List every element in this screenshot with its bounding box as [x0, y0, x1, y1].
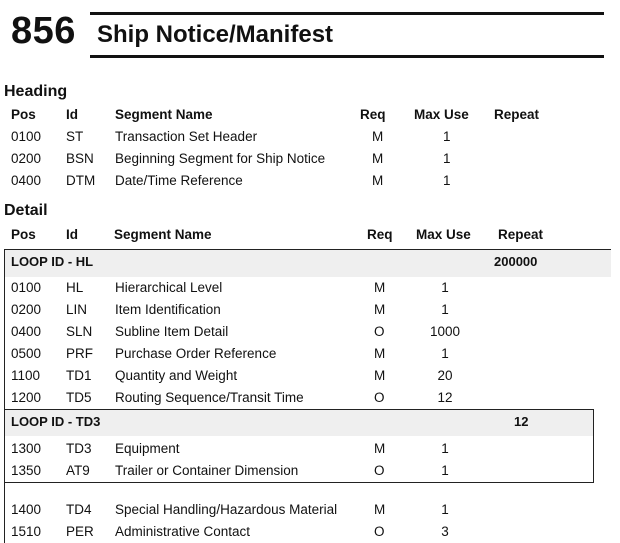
segment-max-use: 1 — [441, 463, 449, 478]
segment-req: O — [374, 324, 385, 339]
segment-pos: 1510 — [11, 524, 42, 539]
segment-id: HL — [66, 280, 84, 295]
segment-id: ST — [66, 129, 84, 144]
segment-row — [0, 438, 620, 460]
segment-id: PRF — [66, 346, 93, 361]
segment-req: M — [374, 280, 386, 295]
segment-max-use: 1 — [441, 280, 449, 295]
transaction-set-number: 856 — [11, 10, 76, 52]
segment-row — [0, 170, 620, 192]
segment-id: TD5 — [66, 390, 92, 405]
loop-hl-repeat: 200000 — [494, 254, 538, 269]
segment-row — [0, 299, 620, 321]
segment-max-use: 20 — [437, 368, 453, 383]
segment-name: Beginning Segment for Ship Notice — [115, 151, 326, 166]
segment-row — [0, 387, 620, 409]
segment-id: DTM — [66, 173, 96, 188]
col-id-header: Id — [66, 107, 78, 122]
col-repeat-header: Repeat — [494, 107, 540, 122]
segment-pos: 0100 — [11, 129, 42, 144]
segment-pos: 0400 — [11, 173, 42, 188]
segment-id: AT9 — [66, 463, 90, 478]
segment-req: M — [374, 368, 386, 383]
segment-name: Item Identification — [115, 302, 221, 317]
loop-td3-repeat: 12 — [514, 414, 529, 429]
segment-max-use: 1 — [441, 502, 449, 517]
segment-id: LIN — [66, 302, 88, 317]
segment-name: Subline Item Detail — [115, 324, 229, 339]
col-pos-header: Pos — [11, 227, 36, 242]
segment-pos: 0100 — [11, 280, 42, 295]
loop-hl-header — [5, 250, 611, 277]
segment-max-use: 1 — [441, 302, 449, 317]
col-repeat-header: Repeat — [498, 227, 544, 242]
segment-max-use: 1 — [443, 129, 451, 144]
segment-name: Special Handling/Hazardous Material — [115, 502, 338, 517]
segment-max-use: 12 — [437, 390, 453, 405]
segment-req: M — [372, 129, 384, 144]
segment-id: TD4 — [66, 502, 92, 517]
segment-pos: 1200 — [11, 390, 42, 405]
title-box — [90, 12, 604, 58]
segment-name: Quantity and Weight — [115, 368, 238, 383]
segment-name: Administrative Contact — [115, 524, 251, 539]
segment-id: TD3 — [66, 441, 92, 456]
segment-pos: 1350 — [11, 463, 42, 478]
segment-pos: 0400 — [11, 324, 42, 339]
segment-max-use: 3 — [441, 524, 449, 539]
detail-section-label: Detail — [4, 202, 48, 219]
segment-row — [0, 460, 620, 482]
transaction-set-title: Ship Notice/Manifest — [97, 21, 334, 48]
col-max-use-header: Max Use — [414, 107, 469, 122]
segment-row — [0, 499, 620, 521]
loop-td3-label: LOOP ID - TD3 — [11, 414, 101, 429]
segment-row — [0, 277, 620, 299]
segment-name: Date/Time Reference — [115, 173, 243, 188]
segment-req: M — [374, 502, 386, 517]
segment-req: M — [372, 173, 384, 188]
loop-hl-label: LOOP ID - HL — [11, 254, 94, 269]
segment-name: Routing Sequence/Transit Time — [115, 390, 304, 405]
segment-pos: 0200 — [11, 302, 42, 317]
segment-req: M — [372, 151, 384, 166]
segment-name: Transaction Set Header — [115, 129, 258, 144]
segment-name: Equipment — [115, 441, 180, 456]
col-id-header: Id — [66, 227, 78, 242]
segment-max-use: 1 — [443, 151, 451, 166]
segment-row — [0, 126, 620, 148]
segment-row — [0, 521, 620, 543]
col-segment-name-header: Segment Name — [115, 107, 213, 122]
segment-name: Hierarchical Level — [115, 280, 223, 295]
segment-name: Purchase Order Reference — [115, 346, 277, 361]
segment-max-use: 1 — [443, 173, 451, 188]
col-max-use-header: Max Use — [416, 227, 471, 242]
segment-req: O — [374, 390, 385, 405]
segment-max-use: 1 — [441, 441, 449, 456]
segment-name: Trailer or Container Dimension — [115, 463, 299, 478]
segment-row — [0, 365, 620, 387]
col-pos-header: Pos — [11, 107, 36, 122]
segment-id: TD1 — [66, 368, 92, 383]
segment-pos: 1300 — [11, 441, 42, 456]
segment-id: BSN — [66, 151, 94, 166]
segment-pos: 1400 — [11, 502, 42, 517]
segment-id: PER — [66, 524, 94, 539]
segment-req: M — [374, 302, 386, 317]
segment-req: M — [374, 441, 386, 456]
col-req-header: Req — [367, 227, 393, 242]
segment-id: SLN — [66, 324, 93, 339]
segment-row — [0, 148, 620, 170]
segment-max-use: 1000 — [430, 324, 461, 339]
col-req-header: Req — [360, 107, 386, 122]
loop-td3-header — [5, 410, 593, 436]
segment-req: M — [374, 346, 386, 361]
segment-pos: 0500 — [11, 346, 42, 361]
segment-req: O — [374, 524, 385, 539]
col-segment-name-header: Segment Name — [114, 227, 212, 242]
segment-row — [0, 343, 620, 365]
segment-row — [0, 321, 620, 343]
segment-pos: 0200 — [11, 151, 42, 166]
segment-pos: 1100 — [11, 368, 41, 383]
segment-max-use: 1 — [441, 346, 449, 361]
heading-section-label: Heading — [4, 83, 68, 100]
segment-req: O — [374, 463, 385, 478]
